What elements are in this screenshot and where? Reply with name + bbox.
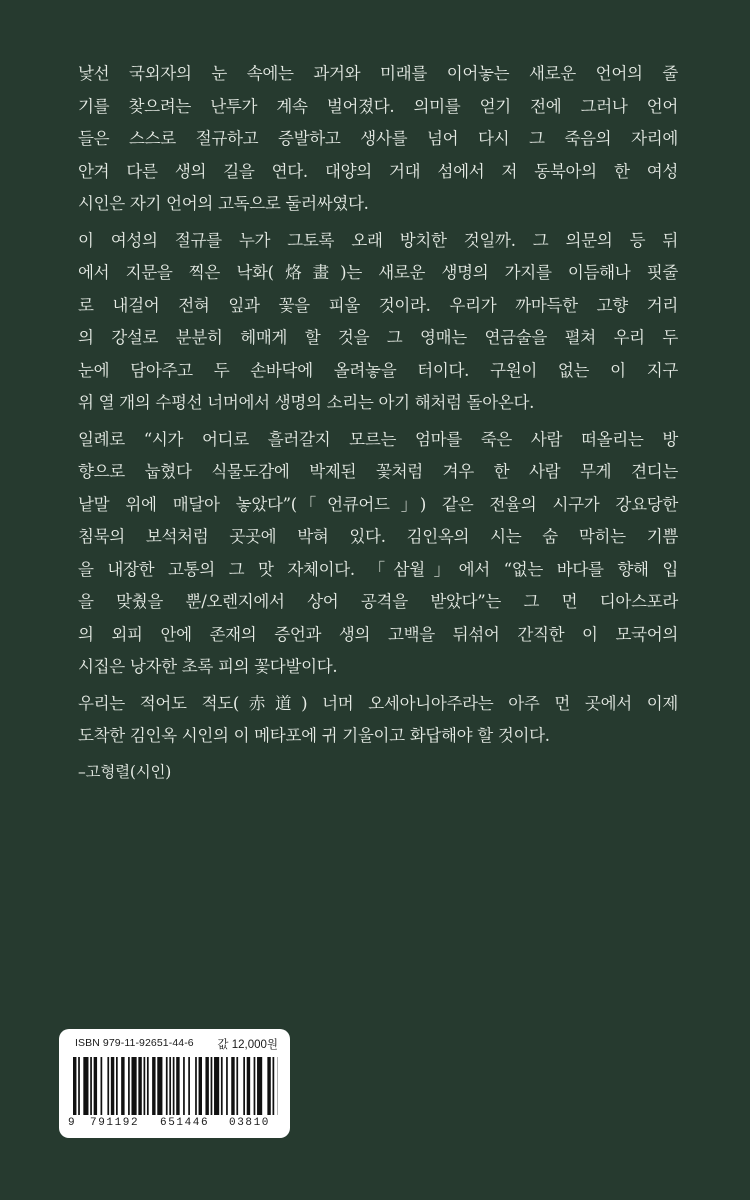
isbn-barcode-box bbox=[59, 1029, 290, 1138]
barcode-bar bbox=[247, 1057, 250, 1115]
blurb-line: 도착한 김인옥 시인의 이 메타포에 귀 기울이고 화답해야 할 것이다. bbox=[78, 726, 550, 745]
barcode-bar bbox=[254, 1057, 256, 1115]
barcode-bar bbox=[107, 1057, 109, 1115]
blurb-line: 이 여성의 절규를 누가 그토록 오래 방치한 것일까. 그 의문의 등 뒤 bbox=[78, 230, 678, 250]
barcode-digits-left: 791192 bbox=[90, 1117, 140, 1129]
barcode-bar bbox=[195, 1057, 197, 1115]
barcode-bar bbox=[199, 1057, 202, 1115]
barcode-bar bbox=[169, 1057, 171, 1115]
blurb-line: 낱말 위에 매달아 놓았다”(「언큐어드」) 같은 전율의 시구가 강요당한 bbox=[78, 494, 678, 514]
barcode-bar bbox=[183, 1057, 185, 1115]
isbn-label: ISBN 979-11-92651-44-6 bbox=[75, 1037, 194, 1049]
blurb-line: 안겨 다른 생의 길을 연다. 대양의 거대 섬에서 저 동북아의 한 여성 bbox=[78, 161, 678, 181]
blurb-line: 시인은 자기 언어의 고독으로 둘러싸였다. bbox=[78, 194, 369, 213]
blurb-line: 기를 찾으려는 난투가 계속 벌어졌다. 의미를 얻기 전에 그러나 언어 bbox=[78, 96, 678, 116]
barcode-bar bbox=[188, 1057, 190, 1115]
barcode-bar bbox=[231, 1057, 234, 1115]
barcode-bar bbox=[226, 1057, 228, 1115]
blurb-paragraph-1 bbox=[78, 58, 678, 221]
blurb-line: 에서 지문을 찍은 낙화(烙畫)는 새로운 생명의 가지를 이듬해나 핏줄 bbox=[78, 263, 678, 282]
barcode-digit-first: 9 bbox=[68, 1117, 77, 1129]
barcode-bar bbox=[116, 1057, 118, 1115]
barcode-bar bbox=[101, 1057, 103, 1115]
blurb-line: 위 열 개의 수평선 너머에서 생명의 소리는 아기 해처럼 돌아온다. bbox=[78, 393, 535, 412]
price-label: 값 12,000원 bbox=[217, 1039, 278, 1051]
barcode-bar bbox=[128, 1057, 130, 1115]
barcode-bar bbox=[273, 1057, 275, 1115]
barcode-bar bbox=[176, 1057, 179, 1115]
blurb-line: 을 맞췄을 뿐/오렌지에서 상어 공격을 받았다”는 그 먼 디아스포라 bbox=[78, 592, 678, 611]
barcode-bar bbox=[211, 1057, 213, 1115]
blurb-line: 들은 스스로 절규하고 증발하고 생사를 넘어 다시 그 죽음의 자리에 bbox=[78, 129, 678, 148]
barcode-bar bbox=[214, 1057, 219, 1115]
blurb-line: 향으로 눕혔다 식물도감에 박제된 꽃처럼 겨우 한 사람 무게 견디는 bbox=[78, 462, 678, 481]
blurb-paragraph-3 bbox=[78, 424, 678, 684]
barcode-bar bbox=[221, 1057, 223, 1115]
blurb-line: 로 내걸어 전혀 잎과 꽃을 피울 것이라. 우리가 까마득한 고향 거리 bbox=[78, 295, 678, 315]
barcode-bar bbox=[144, 1057, 146, 1115]
blurb-line: 시집은 낭자한 초록 피의 꽃다발이다. bbox=[78, 657, 338, 676]
blurb-line: 침묵의 보석처럼 곳곳에 박혀 있다. 김인옥의 시는 숨 막히는 기쁨 bbox=[78, 527, 678, 546]
barcode-bar bbox=[166, 1057, 168, 1115]
blurb-attribution: –고형렬(시인) bbox=[78, 762, 172, 781]
barcode-bar bbox=[243, 1057, 245, 1115]
barcode-bar bbox=[152, 1057, 155, 1115]
barcode-bar bbox=[138, 1057, 141, 1115]
back-cover-blurb bbox=[78, 58, 678, 787]
blurb-line: 일례로 “시가 어디로 흘러갈지 모르는 엄마를 죽은 사람 떠올리는 방 bbox=[78, 429, 678, 449]
barcode-digits-right: 651446 bbox=[160, 1117, 210, 1129]
blurb-line: 낯선 국외자의 눈 속에는 과거와 미래를 이어놓는 새로운 언어의 줄 bbox=[78, 64, 678, 83]
barcode-bar bbox=[78, 1057, 80, 1115]
barcode-bar bbox=[121, 1057, 124, 1115]
barcode-bar bbox=[111, 1057, 114, 1115]
blurb-line: 의 강설로 분분히 헤매게 할 것을 그 영매는 연금술을 펼쳐 우리 두 bbox=[78, 328, 678, 347]
barcode-bar bbox=[173, 1057, 175, 1115]
barcode-bar bbox=[94, 1057, 97, 1115]
barcode-bar bbox=[147, 1057, 149, 1115]
barcode-bar bbox=[236, 1057, 238, 1115]
barcode-bar bbox=[267, 1057, 270, 1115]
barcode-bar bbox=[257, 1057, 262, 1115]
barcode-bar bbox=[157, 1057, 162, 1115]
barcode-digits-addon: 03810 bbox=[229, 1117, 271, 1129]
barcode-bar bbox=[205, 1057, 208, 1115]
barcode-bar bbox=[131, 1057, 136, 1115]
blurb-paragraph-4 bbox=[78, 688, 678, 753]
barcode-bars bbox=[73, 1057, 278, 1115]
barcode-bar bbox=[90, 1057, 92, 1115]
blurb-line: 의 외피 안에 존재의 증언과 생의 고백을 뒤섞어 간직한 이 모국어의 bbox=[78, 624, 678, 644]
barcode-bar bbox=[73, 1057, 76, 1115]
blurb-line: 을 내장한 고통의 그 맛 자체이다. 「삼월」에서 “없는 바다를 향해 입 bbox=[78, 559, 678, 579]
blurb-paragraph-2 bbox=[78, 225, 678, 420]
blurb-line: 우리는 적어도 적도(赤道) 너머 오세아니아주라는 아주 먼 곳에서 이제 bbox=[78, 693, 678, 713]
barcode-bar bbox=[83, 1057, 88, 1115]
blurb-line: 눈에 담아주고 두 손바닥에 올려놓을 터이다. 구원이 없는 이 지구 bbox=[78, 360, 678, 380]
